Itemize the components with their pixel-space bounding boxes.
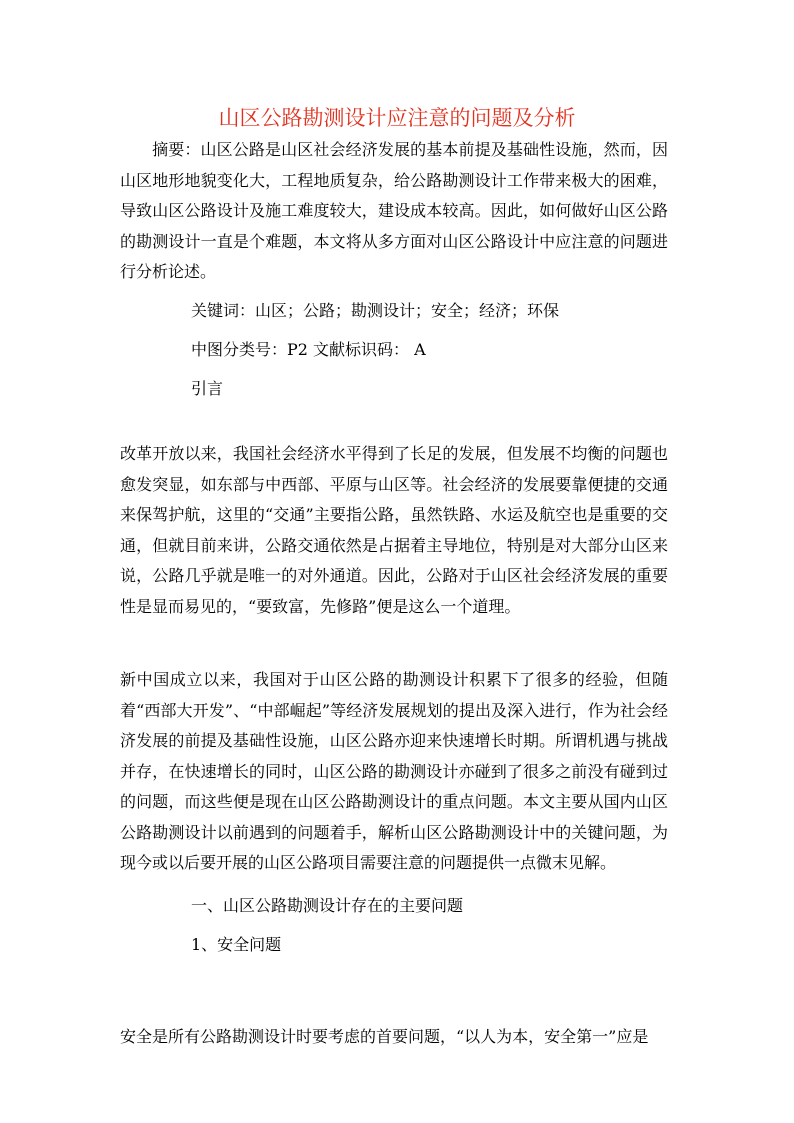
- body-paragraph-2: 新中国成立以来，我国对于山区公路的勘测设计积累下了很多的经验，但随着“西部大开发”、“中部崛起”等经济发展规划的提出及深入进行，作为社会经济发展的前提及基础性设施，山区公路亦迎来快速增长时期。所谓机遇与挑战并存，在快速增长的同时，山区公路的勘测设计亦碰到了很多之前没有碰到过的问题，而这些便是现在山区公路勘测设计的重点问题。本文主要从国内山区公路勘测设计以前遇到的问题着手，解析山区公路勘测设计中的关键问题，为现今或以后要开展的山区公路项目需要注意的问题提供一点微末见解。: [120, 670, 668, 872]
- body-paragraph-1: 改革开放以来，我国社会经济水平得到了长足的发展，但发展不均衡的问题也愈发突显，如东部与中西部、平原与山区等。社会经济的发展要靠便捷的交通来保驾护航，这里的“交通”主要指公路，虽然铁路、水运及航空也是重要的交通，但就目前来讲，公路交通依然是占据着主导地位，特别是对大部分山区来说，公路几乎就是唯一的对外通道。因此，公路对于山区社会经济发展的重要性是显而易见的，“要致富，先修路”便是这么一个道理。: [120, 444, 668, 616]
- body-paragraph-3: 安全是所有公路勘测设计时要考虑的首要问题，“以人为本，安全第一”应是: [120, 1027, 649, 1046]
- intro-heading: 引言: [191, 379, 224, 398]
- document-title: 山区公路勘测设计应注意的问题及分析: [218, 106, 576, 130]
- section-heading: 一、山区公路勘测设计存在的主要问题: [191, 896, 464, 915]
- abstract-paragraph: [120, 135, 668, 288]
- classification-line: 中图分类号：P2 文献标识码： A: [191, 340, 426, 359]
- abstract-text: 摘要：山区公路是山区社会经济发展的基本前提及基础性设施，然而，因山区地形地貌变化大，工程地质复杂，给公路勘测设计工作带来极大的困难，导致山区公路设计及施工难度较大，建设成本较高。因此，如何做好山区公路的勘测设计一直是个难题，本文将从多方面对山区公路设计中应注意的问题进行分析论述。: [120, 140, 668, 281]
- keywords-line: 关键词：山区；公路；勘测设计；安全；经济；环保: [191, 301, 560, 320]
- subsection-heading: 1、安全问题: [191, 935, 282, 954]
